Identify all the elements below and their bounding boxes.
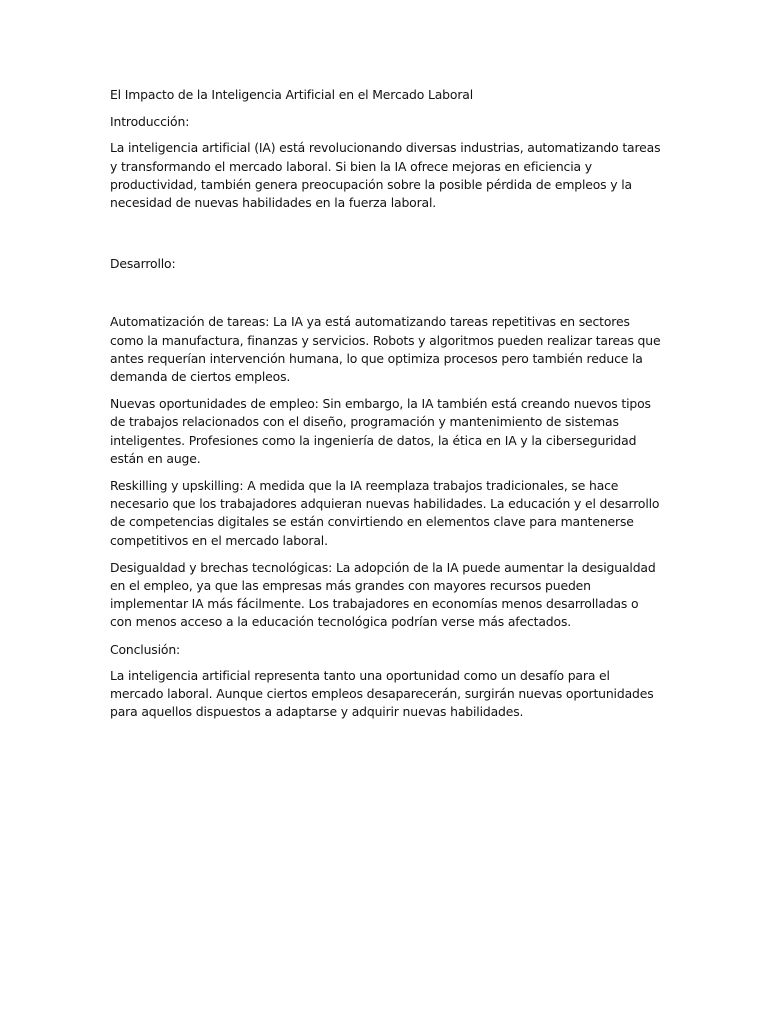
intro-paragraph: La inteligencia artificial (IA) está revolucionando diversas industrias, automatizando tareas y transformando el mercado laboral. Si bien la IA ofrece mejoras en eficiencia y productividad, también genera preocupación sobre la posible pérdida de empleos y la necesidad de nuevas habilidades en la fuerza laboral. bbox=[110, 140, 661, 211]
development-item-new-jobs: Nuevas oportunidades de empleo: Sin embargo, la IA también está creando nuevos tipos de trabajos relacionados con el diseño, programación y mantenimiento de sistemas inteligentes. Profesiones como la ingeniería de datos, la ética en IA y la ciberseguridad están en auge. bbox=[110, 396, 651, 466]
conclusion-paragraph: La inteligencia artificial representa tanto una oportunidad como un desafío para el mercado laboral. Aunque ciertos empleos desaparecerán, surgirán nuevas oportunidades para aquellos dispuestos a adaptarse y adquirir nuevas habilidades. bbox=[110, 667, 654, 720]
development-heading: Desarrollo: bbox=[110, 256, 176, 272]
spacer bbox=[110, 221, 662, 255]
development-item-reskilling: Reskilling y upskilling: A medida que la IA reemplaza trabajos tradicionales, se hace necesario que los trabajadores adquieran nuevas habilidades. La educación y el desarrollo de competencias digitales se están convirtiendo en elementos clave para mantenerse competitivos en el mercado laboral. bbox=[110, 478, 660, 548]
intro-heading: Introducción: bbox=[110, 114, 190, 130]
development-item-automation: Automatización de tareas: La IA ya está automatizando tareas repetitivas en sectores como la manufactura, finanzas y servicios. Robots y algoritmos pueden realizar tareas que antes requerían intervención humana, lo que optimiza procesos pero también reduce la demanda de ciertos empleos. bbox=[110, 314, 661, 385]
document-page bbox=[110, 86, 662, 730]
development-item-inequality: Desigualdad y brechas tecnológicas: La adopción de la IA puede aumentar la desigualdad en el empleo, ya que las empresas más grandes con mayores recursos pueden implementar IA más fácilmente. Los trabajadores en economías menos desarrolladas o con menos acceso a la educación tecnológica podrían verse más afectados. bbox=[110, 559, 656, 630]
conclusion-heading: Conclusión: bbox=[110, 641, 181, 657]
document-title: El Impacto de la Inteligencia Artificial en el Mercado Laboral bbox=[110, 87, 474, 102]
spacer bbox=[110, 281, 662, 313]
